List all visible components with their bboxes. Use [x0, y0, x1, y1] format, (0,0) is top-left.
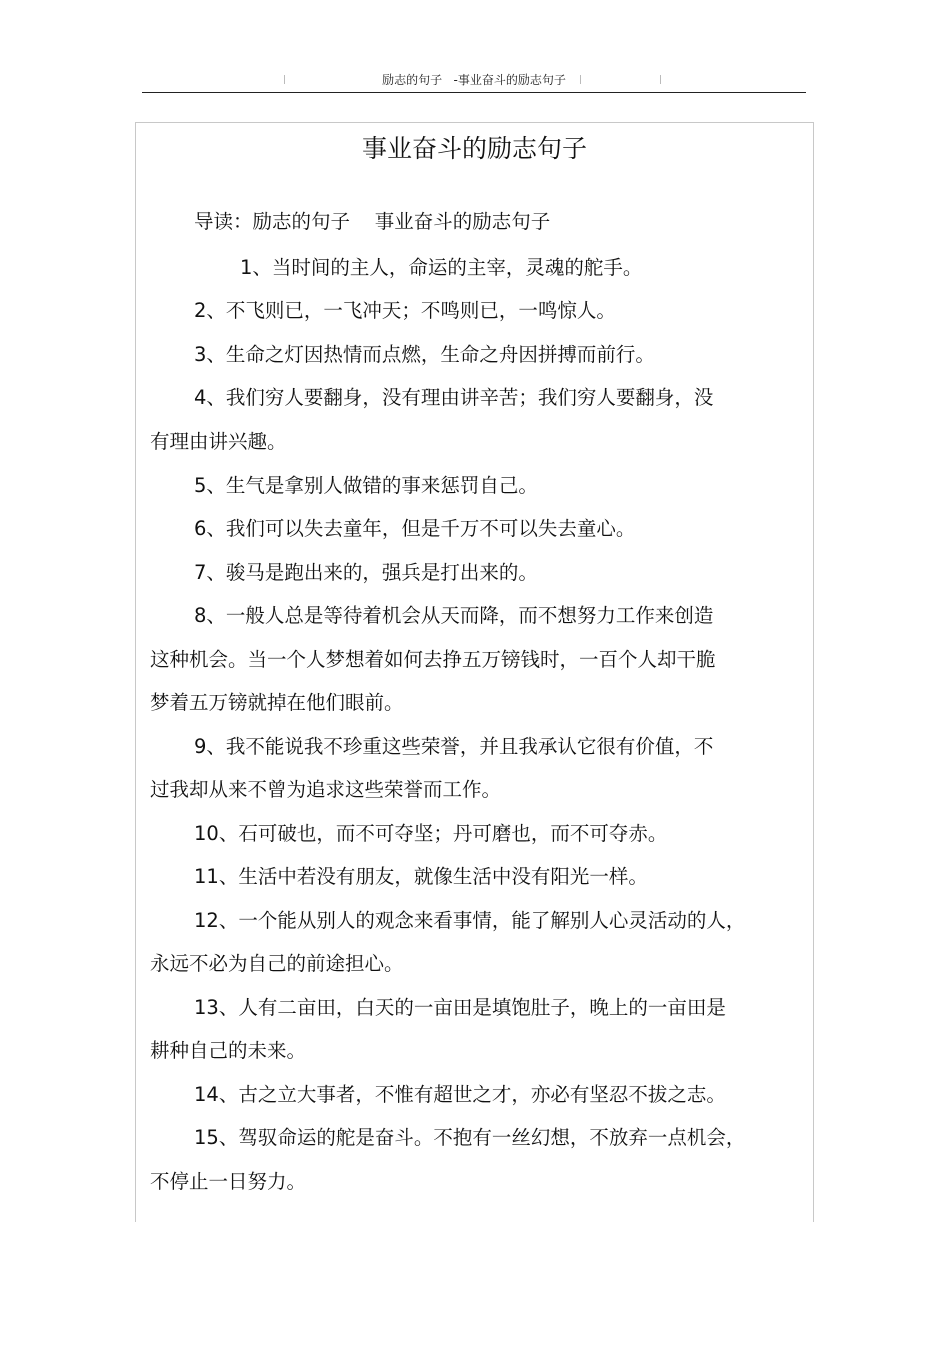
text-line: 12、一个能从别人的观念来看事情，能了解别人心灵活动的人，	[194, 909, 746, 932]
text-line: 2、不飞则已，一飞冲天；不鸣则已，一鸣惊人。	[194, 299, 616, 322]
text-line: 6、我们可以失去童年，但是千万不可以失去童心。	[194, 517, 636, 540]
text-line: 1、当时间的主人，命运的主宰，灵魂的舵手。	[240, 256, 643, 279]
text-line: 这种机会。当一个人梦想着如何去挣五万镑钱时，一百个人却干脆	[150, 648, 716, 671]
header-tick-mid	[580, 75, 581, 84]
text-line: 有理由讲兴趣。	[150, 430, 287, 453]
text-line: 永远不必为自己的前途担心。	[150, 952, 404, 975]
header-tick-right	[660, 75, 661, 84]
text-line: 9、我不能说我不珍重这些荣誉，并且我承认它很有价值，不	[194, 735, 714, 758]
text-line: 5、生气是拿别人做错的事来惩罚自己。	[194, 474, 538, 497]
document-intro: 导读：励志的句子 事业奋斗的励志句子	[194, 210, 551, 233]
text-line: 3、生命之灯因热情而点燃，生命之舟因拼搏而前行。	[194, 343, 655, 366]
page-header	[142, 66, 806, 93]
text-line: 耕种自己的未来。	[150, 1039, 307, 1062]
header-text: 励志的句子 -事业奋斗的励志句子	[382, 73, 566, 87]
text-line: 15、驾驭命运的舵是奋斗。不抱有一丝幻想，不放弃一点机会，	[194, 1126, 746, 1149]
text-line: 梦着五万镑就掉在他们眼前。	[150, 691, 404, 714]
text-line: 过我却从来不曾为追求这些荣誉而工作。	[150, 778, 502, 801]
document-title: 事业奋斗的励志句子	[361, 134, 587, 163]
text-line: 7、骏马是跑出来的，强兵是打出来的。	[194, 561, 538, 584]
text-line: 14、古之立大事者，不惟有超世之才，亦必有坚忍不拔之志。	[194, 1083, 726, 1106]
text-line: 8、一般人总是等待着机会从天而降，而不想努力工作来创造	[194, 604, 714, 627]
text-line: 13、人有二亩田，白天的一亩田是填饱肚子，晚上的一亩田是	[194, 996, 726, 1019]
text-line: 4、我们穷人要翻身，没有理由讲辛苦；我们穷人要翻身，没	[194, 386, 714, 409]
text-line: 不停止一日努力。	[150, 1170, 307, 1193]
text-line: 11、生活中若没有朋友，就像生活中没有阳光一样。	[194, 865, 648, 888]
text-line: 10、石可破也，而不可夺坚；丹可磨也，而不可夺赤。	[194, 822, 668, 845]
document-body	[135, 122, 814, 1222]
